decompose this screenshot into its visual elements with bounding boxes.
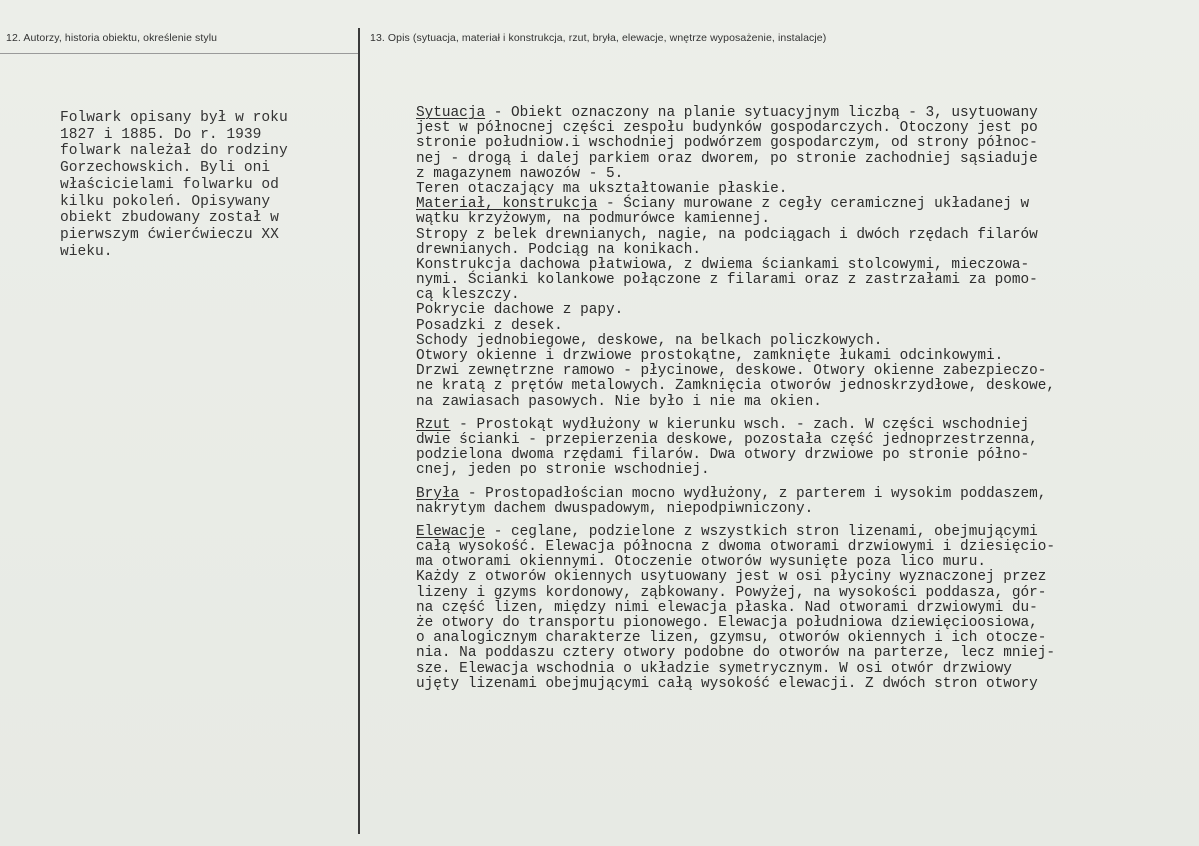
paragraph-line: Schody jednobiegowe, deskowe, na belkach policzkowych.	[416, 332, 883, 349]
section-heading: Elewacje	[416, 523, 486, 540]
history-line: wieku.	[60, 243, 113, 260]
paragraph-line: Pokrycie dachowe z papy.	[416, 302, 624, 319]
section-heading: Sytuacja	[416, 105, 486, 121]
section-13-header: 13. Opis (sytuacja, materiał i konstrukcja, rzut, bryła, elewacje, wnętrze wyposażenie, instalacje)	[370, 32, 827, 44]
section-12-header: 12. Autorzy, historia obiektu, określenie stylu	[6, 32, 218, 44]
paragraph-line: nia. Na poddaszu cztery otwory podobne do otworów na parterze, lecz mniej-	[416, 645, 1056, 662]
history-line: folwark należał do rodziny	[60, 143, 288, 160]
paragraph-first-line	[416, 197, 1186, 212]
column-divider	[358, 28, 360, 834]
paragraph-first-line	[416, 418, 1186, 433]
paragraph-text: - Obiekt oznaczony na planie sytuacyjnym liczbą - 3, usytuowany	[485, 105, 1038, 121]
history-line: obiekt zbudowany został w	[60, 210, 279, 227]
paragraph-line: podzielona dwoma rzędami filarów. Dwa otwory drzwiowe po stronie półno-	[416, 447, 1030, 464]
history-text	[60, 110, 350, 260]
paragraph-line: na zawiasach pasowych. Nie było i nie ma okien.	[416, 393, 822, 410]
section-heading: Rzut	[416, 416, 451, 433]
paragraph-text: - Ściany murowane z cegły ceramicznej układanej w	[597, 196, 1030, 213]
section-heading: Materiał, konstrukcja	[416, 196, 598, 213]
history-line: kilku pokoleń. Opisywany	[60, 193, 271, 210]
paragraph-line: Każdy z otworów okiennych usytuowany jest w osi płyciny wyznaczonej przez	[416, 569, 1047, 586]
history-line: Folwark opisany był w roku	[60, 110, 288, 126]
paragraph-first-line	[416, 487, 1186, 502]
paragraph-line: cnej, jeden po stronie wschodniej.	[416, 462, 710, 479]
paragraph-line: ma otworami okiennymi. Otoczenie otworów wysunięte poza lico muru.	[416, 554, 986, 571]
history-line: 1827 i 1885. Do r. 1939	[60, 126, 262, 143]
paragraph-line: że otwory do transportu pionowego. Elewacja południowa dziewięcioosiowa,	[416, 615, 1038, 631]
paragraph-line: jest w północnej części zespołu budynków gospodarczych. Otoczony jest po	[416, 120, 1038, 137]
paragraph-line: sze. Elewacja wschodnia o układzie symetrycznym. W osi otwór drzwiowy	[416, 660, 1012, 677]
paragraph-line: lizeny i gzyms kordonowy, ząbkowany. Powyżej, na wysokości poddasza, gór-	[416, 584, 1047, 601]
section-heading: Bryła	[416, 485, 460, 502]
paragraph-line: Drzwi zewnętrzne ramowo - płycinowe, deskowe. Otwory okienne zabezpieczo-	[416, 363, 1047, 380]
paragraph-line: z magazynem nawozów - 5.	[416, 165, 624, 182]
history-line: pierwszym ćwierćwieczu XX	[60, 226, 279, 243]
paragraph-line: nej - drogą i dalej parkiem oraz dworem, po stronie zachodniej sąsiaduje	[416, 150, 1038, 167]
paragraph-line: Konstrukcja dachowa płatwiowa, z dwiema ściankami stolcowymi, mieczowa-	[416, 256, 1030, 273]
paragraph-line: dwie ścianki - przepierzenia deskowe, pozostała część jednoprzestrzenna,	[416, 431, 1038, 448]
description-text	[416, 106, 1186, 692]
paragraph-line: cą kleszczy.	[416, 287, 520, 304]
header-divider	[0, 53, 358, 54]
paragraph-line: nakrytym dachem dwuspadowym, niepodpiwniczony.	[416, 500, 814, 517]
paragraph-line: Teren otaczający ma ukształtowanie płaskie.	[416, 180, 788, 197]
paragraph-text: - Prostokąt wydłużony w kierunku wsch. - zach. W części wschodniej	[450, 416, 1030, 433]
paragraph-line: wątku krzyżowym, na podmurówce kamiennej.	[416, 211, 771, 228]
paragraph-line: Posadzki z desek.	[416, 317, 563, 334]
paragraph-line: nymi. Ścianki kolankowe połączone z filarami oraz z zastrzałami za pomo-	[416, 272, 1038, 289]
paragraph-line: o analogicznym charakterze lizen, gzymsu, otworów okiennych i ich otocze-	[416, 630, 1047, 647]
paragraph-line: na część lizen, między nimi elewacja płaska. Nad otworami drzwiowymi du-	[416, 599, 1038, 616]
paragraph-text: - ceglane, podzielone z wszystkich stron lizenami, obejmującymi	[485, 523, 1038, 540]
paragraph-line: stronie południow.i wschodniej podwórzem gospodarczym, od strony północ-	[416, 135, 1038, 152]
history-line: właścicielami folwarku od	[60, 176, 279, 193]
paragraph-line: całą wysokość. Elewacja północna z dwoma otworami drzwiowymi i dziesięcio-	[416, 539, 1056, 556]
paragraph-line: ujęty lizenami obejmującymi całą wysokość elewacji. Z dwóch stron otwory	[416, 675, 1038, 692]
paragraph-text: - Prostopadłościan mocno wydłużony, z parterem i wysokim poddaszem,	[459, 485, 1047, 502]
paragraph-first-line	[416, 525, 1186, 540]
history-line: Gorzechowskich. Byli oni	[60, 160, 271, 177]
paragraph-line: drewnianych. Podciąg na konikach.	[416, 241, 701, 258]
paragraph-line: Stropy z belek drewnianych, nagie, na podciągach i dwóch rzędach filarów	[416, 226, 1038, 243]
paragraph-line: ne kratą z prętów metalowych. Zamknięcia otworów jednoskrzydłowe, deskowe,	[416, 378, 1056, 395]
paragraph-first-line	[416, 106, 1186, 121]
paragraph-line: Otwory okienne i drzwiowe prostokątne, zamknięte łukami odcinkowymi.	[416, 348, 1004, 364]
